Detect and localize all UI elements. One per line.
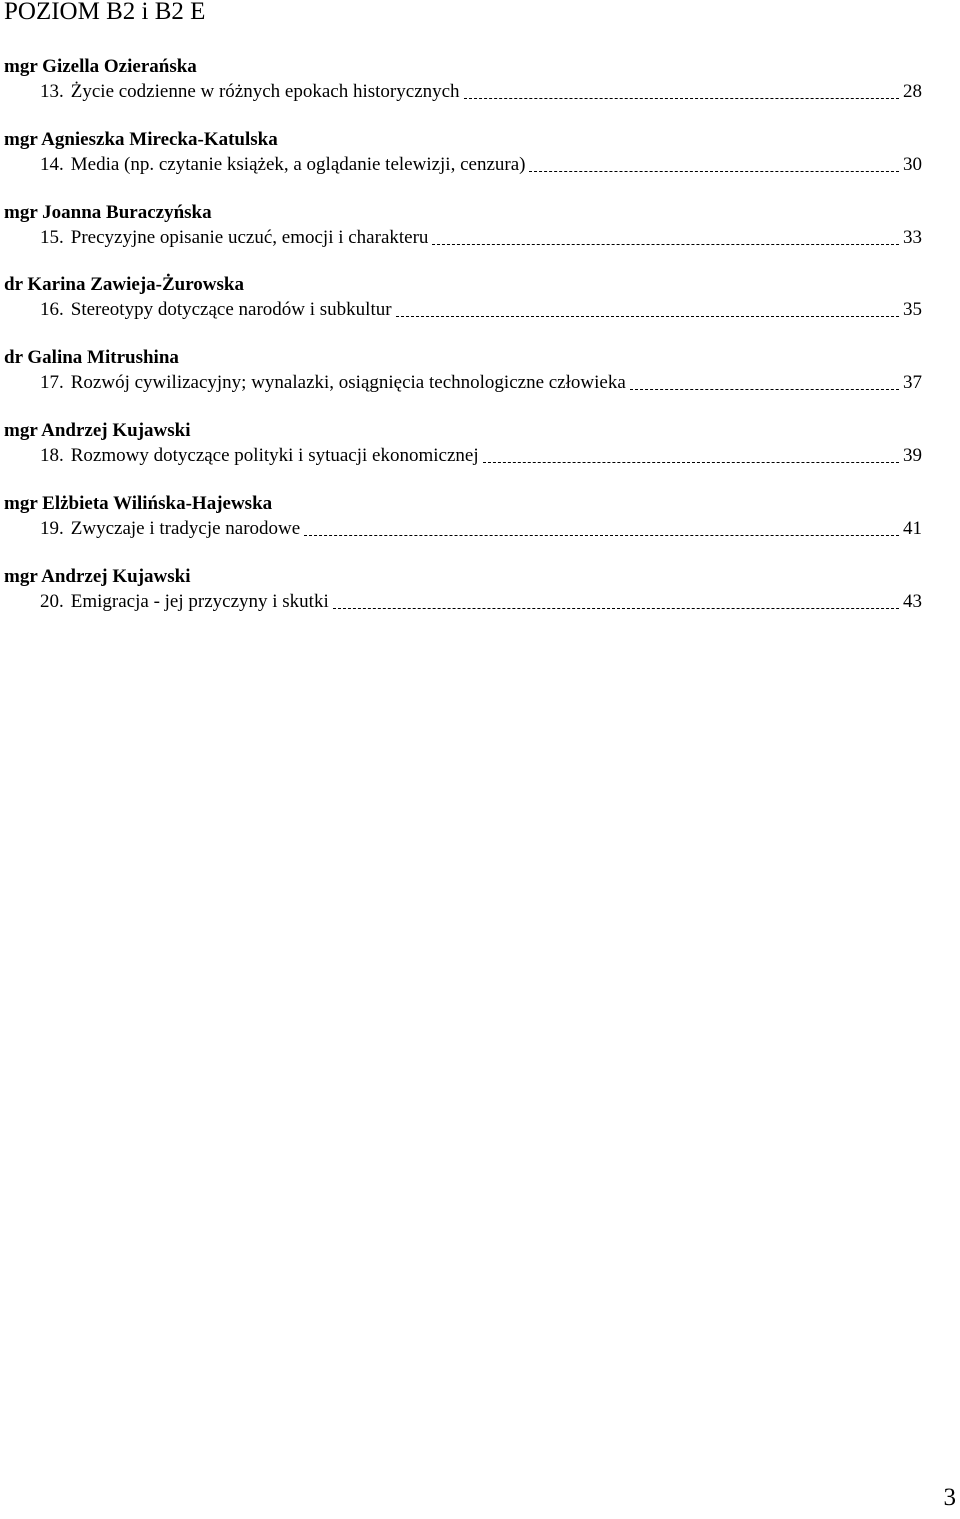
toc-entry bbox=[0, 274, 960, 324]
toc-item[interactable] bbox=[40, 370, 922, 394]
author-name: dr Karina Zawieja-Żurowska bbox=[4, 274, 244, 295]
item-number: 14. bbox=[40, 154, 64, 175]
item-page-number: 35 bbox=[903, 299, 922, 320]
dot-leader bbox=[464, 98, 899, 99]
toc-entry bbox=[0, 56, 960, 106]
toc-entry bbox=[0, 129, 960, 179]
item-number: 19. bbox=[40, 518, 64, 539]
dot-leader bbox=[432, 244, 899, 245]
item-number: 17. bbox=[40, 372, 64, 393]
dot-leader bbox=[630, 389, 899, 390]
item-number: 15. bbox=[40, 227, 64, 248]
item-number: 16. bbox=[40, 299, 64, 320]
item-topic: Rozwój cywilizacyjny; wynalazki, osiągnięcia technologiczne człowieka bbox=[70, 372, 626, 393]
dot-leader bbox=[529, 171, 899, 172]
item-topic: Precyzyjne opisanie uczuć, emocji i charakteru bbox=[70, 227, 429, 248]
toc-entry bbox=[0, 493, 960, 543]
toc-item[interactable] bbox=[40, 79, 922, 103]
dot-leader bbox=[483, 462, 899, 463]
toc-entry bbox=[0, 420, 960, 470]
author-name: mgr Agnieszka Mirecka-Katulska bbox=[4, 129, 278, 150]
toc-item[interactable] bbox=[40, 589, 922, 613]
author-name: mgr Andrzej Kujawski bbox=[4, 566, 191, 587]
author-name: mgr Elżbieta Wilińska-Hajewska bbox=[4, 493, 273, 514]
item-topic: Zwyczaje i tradycje narodowe bbox=[70, 518, 301, 539]
toc-entry bbox=[0, 202, 960, 252]
author-name: mgr Andrzej Kujawski bbox=[4, 420, 191, 441]
item-topic: Stereotypy dotyczące narodów i subkultur bbox=[70, 299, 392, 320]
author-name: dr Galina Mitrushina bbox=[4, 347, 179, 368]
toc-item[interactable] bbox=[40, 152, 922, 176]
item-page-number: 41 bbox=[903, 518, 922, 539]
toc-entry bbox=[0, 566, 960, 616]
toc-item[interactable] bbox=[40, 443, 922, 467]
item-number: 20. bbox=[40, 591, 64, 612]
item-page-number: 39 bbox=[903, 445, 922, 466]
author-name: mgr Joanna Buraczyńska bbox=[4, 202, 212, 223]
toc-item[interactable] bbox=[40, 225, 922, 249]
item-topic: Emigracja - jej przyczyny i skutki bbox=[70, 591, 329, 612]
author-name: mgr Gizella Ozierańska bbox=[4, 56, 197, 77]
item-number: 13. bbox=[40, 81, 64, 102]
item-page-number: 43 bbox=[903, 591, 922, 612]
dot-leader bbox=[304, 535, 899, 536]
item-number: 18. bbox=[40, 445, 64, 466]
toc-item[interactable] bbox=[40, 297, 922, 321]
toc-item[interactable] bbox=[40, 516, 922, 540]
item-topic: Życie codzienne w różnych epokach historycznych bbox=[70, 81, 460, 102]
item-page-number: 30 bbox=[903, 154, 922, 175]
dot-leader bbox=[396, 316, 899, 317]
item-page-number: 37 bbox=[903, 372, 922, 393]
page-number: 3 bbox=[943, 1484, 956, 1511]
item-page-number: 33 bbox=[903, 227, 922, 248]
item-topic: Media (np. czytanie książek, a oglądanie telewizji, cenzura) bbox=[70, 154, 526, 175]
item-page-number: 28 bbox=[903, 81, 922, 102]
page-title: POZIOM B2 i B2 E bbox=[4, 0, 206, 25]
dot-leader bbox=[333, 608, 899, 609]
item-topic: Rozmowy dotyczące polityki i sytuacji ekonomicznej bbox=[70, 445, 479, 466]
toc-entry bbox=[0, 347, 960, 397]
